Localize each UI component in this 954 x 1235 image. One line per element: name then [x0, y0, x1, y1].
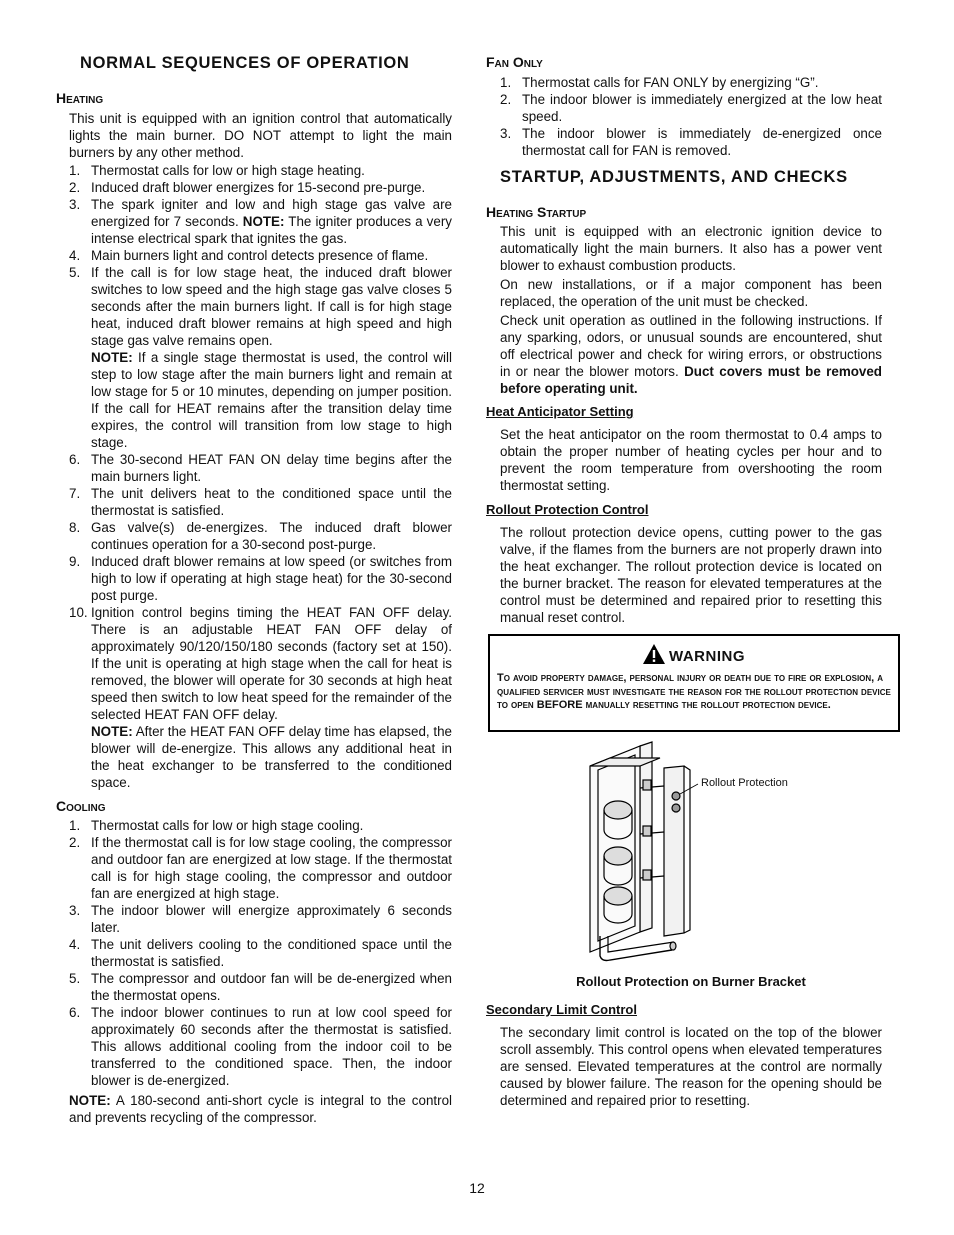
page-number: 12	[469, 1180, 485, 1196]
heating-intro: This unit is equipped with an ignition control that automatically lights the main burner. DO NOT attempt to light the main burners by any other method.	[69, 111, 452, 160]
list-item-text: The 30-second HEAT FAN ON delay time begins after the main burners light.	[91, 452, 452, 484]
list-item	[69, 970, 452, 1004]
note-text: If a single stage thermostat is used, the control will step to low stage after the main burners light and remain at low stage for 5 or 10 minutes, depending on jumper position. If the call for HEAT remains after the transition delay time expires, the control will transition from low stage to high stage.	[91, 350, 452, 450]
list-item-number: 4.	[69, 248, 81, 263]
list-item-number: 2.	[69, 180, 81, 195]
list-item	[69, 264, 452, 451]
list-item-text: Thermostat calls for low or high stage cooling.	[91, 818, 364, 833]
list-item-text: Induced draft blower energizes for 15-second pre-purge.	[91, 180, 426, 195]
list-item-number: 6.	[69, 1005, 81, 1020]
warning-title-text: WARNING	[669, 648, 745, 665]
heading-cooling-text: Cooling	[56, 798, 106, 814]
list-item	[69, 817, 452, 834]
list-item-number: 4.	[69, 937, 81, 952]
heading-fan-only	[486, 54, 543, 70]
list-item	[69, 196, 452, 247]
list-item	[69, 902, 452, 936]
section-title-startup: STARTUP, ADJUSTMENTS, AND CHECKS	[500, 168, 848, 186]
secondary-limit-text: The secondary limit control is located on the top of the blower scroll assembly. This control opens when elevated temperatures are sensed. Elevated temperatures at the control are normally caused by blower failure. The reason for the opening should be determined and repaired prior to resetting.	[500, 1025, 882, 1108]
section-title-normal-sequences: NORMAL SEQUENCES OF OPERATION	[80, 54, 410, 72]
list-item-number: 8.	[69, 520, 81, 535]
heating-startup-p2: On new installations, or if a major component has been replaced, the operation of the unit must be checked.	[500, 277, 882, 309]
note-text: After the HEAT FAN OFF delay time has elapsed, the blower will de-energize. This allows any additional heat in the heat exchanger to be transferred to the conditioned space.	[91, 724, 453, 790]
list-item	[500, 91, 882, 125]
list-item-note	[91, 349, 452, 451]
list-item-number: 1.	[500, 75, 512, 90]
list-item	[69, 604, 452, 791]
list-item-text: Thermostat calls for FAN ONLY by energizing “G”.	[522, 75, 819, 90]
list-item-text: Main burners light and control detects presence of flame.	[91, 248, 429, 263]
list-item-text: If the call is for low stage heat, the induced draft blower switches to low speed and the high stage gas valve closes 5 seconds after the main burners light. If call is for high stage heat, induced draft blower remains at high speed and high stage gas valve remains open.	[91, 265, 452, 348]
duct-covers-warning: Duct covers must be removed before operating unit.	[500, 364, 882, 396]
list-item-text: The indoor blower is immediately energized at the low heat speed.	[522, 92, 882, 124]
warning-text: To avoid property damage, personal injury or death due to fire or explosion, a qualified servicer must investigate the reason for the rollout protection device to open BEFORE manually resetting the rollout protection device.	[497, 672, 891, 712]
list-item-number: 7.	[69, 486, 81, 501]
list-item-text: Ignition control begins timing the HEAT FAN OFF delay. There is an adjustable HEAT FAN OFF delay of approximately 90/120/150/180 seconds (factory set at 150). If the unit is operating at high stage when the call for heat is removed, the blower will operate for 30 seconds at high heat speed then switch to low heat speed for the remainder of the selected HEAT FAN OFF delay.	[91, 605, 452, 722]
list-item-text: If the thermostat call is for low stage cooling, the compressor and outdoor fan are energized at low stage. If the thermostat call is for high stage cooling, the compressor and outdoor fan are energized at high stage.	[91, 835, 452, 901]
list-item-text: The compressor and outdoor fan will be de-energized when the thermostat opens.	[91, 971, 452, 1003]
list-item-number: 9.	[69, 554, 81, 569]
list-item-number: 3.	[69, 903, 81, 918]
inline-note-text: The igniter produces a very intense electrical spark that ignites the gas.	[91, 214, 452, 246]
list-item-number: 5.	[69, 265, 81, 280]
figure-caption: Rollout Protection on Burner Bracket	[576, 974, 806, 989]
heading-secondary-limit: Secondary Limit Control	[486, 1002, 637, 1017]
rollout-protection-text: The rollout protection device opens, cutting power to the gas valve, if the flames from the burners are not properly drawn into the heat exchanger. The rollout protection device is located on the burner bracket. The reason for elevated temperatures at the control must be determined and repaired prior to resetting this manual reset control.	[500, 525, 882, 625]
warning-triangle-icon	[643, 644, 665, 664]
heating-startup-p1: This unit is equipped with an electronic ignition device to automatically light the main burners. It also has a power vent blower to exhaust combustion products.	[500, 224, 882, 273]
list-item-text: The spark igniter and low and high stage gas valve are energized for 7 seconds.	[91, 197, 452, 229]
heading-heating	[56, 90, 103, 106]
heading-fan-only-text: Fan Only	[486, 54, 543, 70]
heading-cooling	[56, 798, 106, 814]
list-item-number: 1.	[69, 163, 81, 178]
cooling-steps-list	[69, 817, 452, 1089]
note-label: NOTE:	[91, 724, 133, 739]
list-item	[69, 485, 452, 519]
list-item	[69, 1004, 452, 1089]
list-item-number: 1.	[69, 818, 81, 833]
list-item	[69, 519, 452, 553]
inline-note-label: NOTE:	[242, 214, 285, 229]
heating-steps-list	[69, 162, 452, 791]
list-item-number: 6.	[69, 452, 81, 467]
list-item-number: 2.	[69, 835, 81, 850]
list-item	[69, 451, 452, 485]
list-item	[69, 247, 452, 264]
warning-box	[488, 634, 900, 732]
list-item	[500, 125, 882, 159]
list-item-text: The indoor blower will energize approximately 6 seconds later.	[91, 903, 452, 935]
list-item	[69, 179, 452, 196]
heading-heat-anticipator: Heat Anticipator Setting	[486, 404, 634, 419]
figure-label-rollout-protection: Rollout Protection	[701, 777, 788, 789]
heating-startup-p3	[500, 312, 882, 397]
list-item-text: The unit delivers heat to the conditioned space until the thermostat is satisfied.	[91, 486, 452, 518]
heat-anticipator-text: Set the heat anticipator on the room thermostat to 0.4 amps to obtain the proper number of heating cycles per hour and to prevent the room temperature from overshooting the room thermostat setting.	[500, 427, 882, 493]
heading-heating-text: Heating	[56, 90, 104, 106]
heading-heating-startup-text: Heating Startup	[486, 204, 587, 220]
warning-title	[490, 644, 898, 665]
burner-bracket-illustration	[580, 738, 820, 963]
list-item-number: 3.	[69, 197, 81, 212]
list-item-text: The unit delivers cooling to the conditioned space until the thermostat is satisfied.	[91, 937, 452, 969]
list-item-number: 5.	[69, 971, 81, 986]
list-item-number: 10.	[69, 605, 88, 620]
list-item	[500, 74, 882, 91]
note-label: NOTE:	[91, 350, 133, 365]
heading-heating-startup	[486, 204, 586, 220]
cooling-note-label: NOTE:	[69, 1093, 111, 1108]
list-item-text: Thermostat calls for low or high stage heating.	[91, 163, 365, 178]
cooling-note-text: A 180-second anti-short cycle is integral to the control and prevents recycling of the compressor.	[69, 1093, 452, 1125]
list-item	[69, 834, 452, 902]
fan-only-steps-list	[500, 74, 882, 159]
list-item	[69, 162, 452, 179]
list-item-number: 3.	[500, 126, 512, 141]
list-item-note	[91, 723, 452, 791]
list-item	[69, 553, 452, 604]
list-item-text: The indoor blower is immediately de-energized once thermostat call for FAN is removed.	[522, 126, 882, 158]
list-item-text: Induced draft blower remains at low speed (or switches from high to low if operating at high stage heat) for the 30-second post purge.	[91, 554, 452, 603]
cooling-note	[69, 1092, 452, 1126]
list-item-number: 2.	[500, 92, 512, 107]
list-item	[69, 936, 452, 970]
list-item-text: The indoor blower continues to run at low cool speed for approximately 60 seconds after the thermostat is satisfied. This allows additional cooling from the indoor coil to be transferred to the conditioned space. Then, the indoor blower is de-energized.	[91, 1005, 452, 1088]
heading-rollout-protection: Rollout Protection Control	[486, 502, 649, 517]
list-item-text: Gas valve(s) de-energizes. The induced draft blower continues operation for a 30-second post-purge.	[91, 520, 452, 552]
heating-startup-p3-text: Check unit operation as outlined in the following instructions. If any sparking, odors, or unusual sounds are encountered, shut off electrical power and check for wiring errors, or obstructions in or near the blower motors.	[500, 313, 882, 379]
